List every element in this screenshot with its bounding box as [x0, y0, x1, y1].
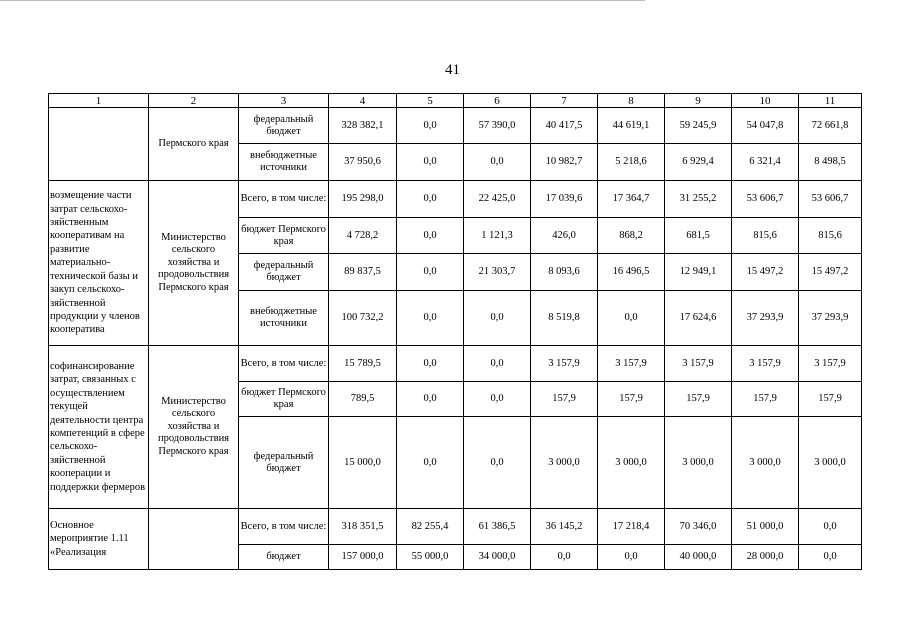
- amount-cell: 61 386,5: [464, 509, 531, 545]
- amount-cell: 0,0: [397, 382, 464, 417]
- amount-cell: 37 950,6: [329, 144, 397, 181]
- amount-cell: 3 157,9: [732, 346, 799, 382]
- column-number: 2: [149, 94, 239, 108]
- amount-cell: 789,5: [329, 382, 397, 417]
- amount-cell: 157,9: [799, 382, 862, 417]
- amount-cell: 21 303,7: [464, 254, 531, 291]
- table-row: [49, 108, 862, 144]
- amount-cell: 0,0: [464, 291, 531, 346]
- funding-source-cell: бюджет Пермского края: [239, 382, 329, 417]
- column-number: 11: [799, 94, 862, 108]
- amount-cell: 0,0: [397, 181, 464, 218]
- amount-cell: 22 425,0: [464, 181, 531, 218]
- amount-cell: 37 293,9: [732, 291, 799, 346]
- amount-cell: 3 157,9: [598, 346, 665, 382]
- column-number: 5: [397, 94, 464, 108]
- funding-source-cell: бюджет Пермского края: [239, 218, 329, 254]
- amount-cell: 10 982,7: [531, 144, 598, 181]
- amount-cell: 4 728,2: [329, 218, 397, 254]
- executor-cell: Пермского края: [149, 108, 239, 181]
- amount-cell: 0,0: [397, 346, 464, 382]
- executor-cell: Министерство сельского хозяйства и продовольствия Пермского края: [149, 181, 239, 346]
- amount-cell: 44 619,1: [598, 108, 665, 144]
- amount-cell: 157,9: [732, 382, 799, 417]
- amount-cell: 17 218,4: [598, 509, 665, 545]
- amount-cell: 157,9: [665, 382, 732, 417]
- amount-cell: 72 661,8: [799, 108, 862, 144]
- column-number: 8: [598, 94, 665, 108]
- amount-cell: 318 351,5: [329, 509, 397, 545]
- amount-cell: 157,9: [531, 382, 598, 417]
- amount-cell: 0,0: [598, 545, 665, 570]
- amount-cell: 89 837,5: [329, 254, 397, 291]
- amount-cell: 8 498,5: [799, 144, 862, 181]
- funding-source-cell: федеральный бюджет: [239, 254, 329, 291]
- amount-cell: 0,0: [397, 144, 464, 181]
- amount-cell: 16 496,5: [598, 254, 665, 291]
- executor-cell: Министерство сельского хозяйства и продовольствия Пермского края: [149, 346, 239, 509]
- amount-cell: 157,9: [598, 382, 665, 417]
- amount-cell: 40 417,5: [531, 108, 598, 144]
- amount-cell: 15 000,0: [329, 417, 397, 509]
- funding-source-cell: внебюджетные источники: [239, 144, 329, 181]
- amount-cell: 0,0: [531, 545, 598, 570]
- amount-cell: 3 000,0: [598, 417, 665, 509]
- amount-cell: 815,6: [732, 218, 799, 254]
- activity-cell: Основное мероприятие 1.11 «Реализация: [49, 509, 149, 570]
- funding-source-cell: Всего, в том числе:: [239, 509, 329, 545]
- activity-cell: софинансирование затрат, связанных с осуществлением текущей деятельности центра компетенций в сфере сельскохо-зяйственной кооперации и поддержки фермеров: [49, 346, 149, 509]
- amount-cell: 15 789,5: [329, 346, 397, 382]
- amount-cell: 0,0: [464, 346, 531, 382]
- amount-cell: 53 606,7: [799, 181, 862, 218]
- column-number: 1: [49, 94, 149, 108]
- funding-source-cell: федеральный бюджет: [239, 108, 329, 144]
- amount-cell: 15 497,2: [732, 254, 799, 291]
- amount-cell: 1 121,3: [464, 218, 531, 254]
- amount-cell: 54 047,8: [732, 108, 799, 144]
- column-number: 9: [665, 94, 732, 108]
- header-row: [49, 94, 862, 108]
- amount-cell: 815,6: [799, 218, 862, 254]
- funding-source-cell: Всего, в том числе:: [239, 346, 329, 382]
- amount-cell: 0,0: [397, 417, 464, 509]
- amount-cell: 0,0: [598, 291, 665, 346]
- column-number: 3: [239, 94, 329, 108]
- amount-cell: 0,0: [464, 144, 531, 181]
- budget-table: [48, 93, 862, 570]
- amount-cell: 34 000,0: [464, 545, 531, 570]
- table-row: [49, 346, 862, 382]
- column-number: 6: [464, 94, 531, 108]
- amount-cell: 0,0: [799, 545, 862, 570]
- amount-cell: 328 382,1: [329, 108, 397, 144]
- column-number: 7: [531, 94, 598, 108]
- amount-cell: 868,2: [598, 218, 665, 254]
- amount-cell: 70 346,0: [665, 509, 732, 545]
- amount-cell: 0,0: [397, 218, 464, 254]
- amount-cell: 17 364,7: [598, 181, 665, 218]
- amount-cell: 195 298,0: [329, 181, 397, 218]
- amount-cell: 426,0: [531, 218, 598, 254]
- amount-cell: 57 390,0: [464, 108, 531, 144]
- amount-cell: 0,0: [397, 291, 464, 346]
- table-row: [49, 509, 862, 545]
- amount-cell: 17 039,6: [531, 181, 598, 218]
- amount-cell: 100 732,2: [329, 291, 397, 346]
- column-number: 4: [329, 94, 397, 108]
- amount-cell: 3 157,9: [665, 346, 732, 382]
- funding-source-cell: Всего, в том числе:: [239, 181, 329, 218]
- activity-cell: возмещение части затрат сельскохо-зяйственным кооперативам на развитие материально-технической базы и закуп сельскохо-зяйственной продукции у членов кооператива: [49, 181, 149, 346]
- amount-cell: 3 000,0: [531, 417, 598, 509]
- amount-cell: 17 624,6: [665, 291, 732, 346]
- amount-cell: 59 245,9: [665, 108, 732, 144]
- amount-cell: 681,5: [665, 218, 732, 254]
- funding-source-cell: федеральный бюджет: [239, 417, 329, 509]
- amount-cell: 53 606,7: [732, 181, 799, 218]
- funding-source-cell: внебюджетные источники: [239, 291, 329, 346]
- amount-cell: 0,0: [464, 417, 531, 509]
- amount-cell: 3 000,0: [732, 417, 799, 509]
- amount-cell: 51 000,0: [732, 509, 799, 545]
- column-number: 10: [732, 94, 799, 108]
- amount-cell: 0,0: [464, 382, 531, 417]
- amount-cell: 0,0: [397, 254, 464, 291]
- amount-cell: 15 497,2: [799, 254, 862, 291]
- table-row: [49, 181, 862, 218]
- amount-cell: 40 000,0: [665, 545, 732, 570]
- amount-cell: 3 000,0: [799, 417, 862, 509]
- amount-cell: 12 949,1: [665, 254, 732, 291]
- amount-cell: 55 000,0: [397, 545, 464, 570]
- executor-cell: [149, 509, 239, 570]
- funding-source-cell: бюджет: [239, 545, 329, 570]
- amount-cell: 36 145,2: [531, 509, 598, 545]
- amount-cell: 6 929,4: [665, 144, 732, 181]
- amount-cell: 0,0: [397, 108, 464, 144]
- activity-cell: [49, 108, 149, 181]
- page-number: 41: [445, 62, 460, 78]
- amount-cell: 28 000,0: [732, 545, 799, 570]
- amount-cell: 6 321,4: [732, 144, 799, 181]
- amount-cell: 8 093,6: [531, 254, 598, 291]
- amount-cell: 3 157,9: [799, 346, 862, 382]
- amount-cell: 82 255,4: [397, 509, 464, 545]
- amount-cell: 0,0: [799, 509, 862, 545]
- amount-cell: 3 157,9: [531, 346, 598, 382]
- amount-cell: 31 255,2: [665, 181, 732, 218]
- scan-edge-line: [0, 0, 645, 3]
- amount-cell: 8 519,8: [531, 291, 598, 346]
- amount-cell: 3 000,0: [665, 417, 732, 509]
- amount-cell: 5 218,6: [598, 144, 665, 181]
- amount-cell: 157 000,0: [329, 545, 397, 570]
- amount-cell: 37 293,9: [799, 291, 862, 346]
